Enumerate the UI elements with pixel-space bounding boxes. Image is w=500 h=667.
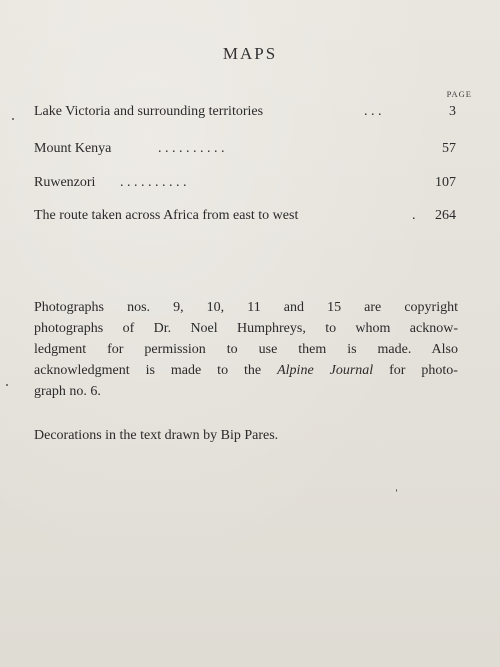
credits-text: for photo- — [373, 363, 458, 378]
dot-leader: . . . — [364, 104, 382, 119]
credits-line: graph no. 6. — [34, 384, 101, 399]
map-page-number: 3 — [449, 104, 456, 119]
credits-line: ledgment for permission to use them is made. Also — [34, 342, 458, 357]
map-title: Mount Kenya — [34, 141, 112, 156]
paper-speck — [12, 118, 14, 120]
photo-credits-paragraph — [34, 297, 458, 402]
credits-text: acknowledgment is made to the — [34, 363, 278, 378]
map-entry — [34, 208, 456, 228]
decorations-credit: Decorations in the text drawn by Bip Pares. — [34, 428, 279, 443]
map-title: Lake Victoria and surrounding territories — [34, 104, 264, 119]
map-entry — [34, 175, 456, 195]
maps-heading: MAPS — [222, 44, 278, 63]
map-page-number: 107 — [435, 175, 456, 190]
map-entry — [34, 104, 456, 124]
map-title: Ruwenzori — [34, 175, 96, 190]
map-page-number: 57 — [442, 141, 456, 156]
credits-line: photographs of Dr. Noel Humphreys, to whom acknow- — [34, 321, 458, 336]
paper-speck — [6, 384, 8, 386]
map-page-number: 264 — [435, 208, 456, 223]
dot-leader: . . . . . . . . . . — [158, 141, 225, 156]
journal-title: Alpine Journal — [277, 363, 374, 378]
dot-leader: . . . . . . . . . . — [120, 175, 187, 190]
credits-line — [34, 360, 458, 381]
page-column-label: PAGE — [446, 89, 472, 99]
credits-line: Photographs nos. 9, 10, 11 and 15 are copyright — [34, 300, 458, 315]
map-entry — [34, 141, 456, 161]
paper-speck — [396, 489, 397, 492]
map-title: The route taken across Africa from east to west — [34, 208, 299, 223]
dot-leader: . — [412, 208, 416, 223]
